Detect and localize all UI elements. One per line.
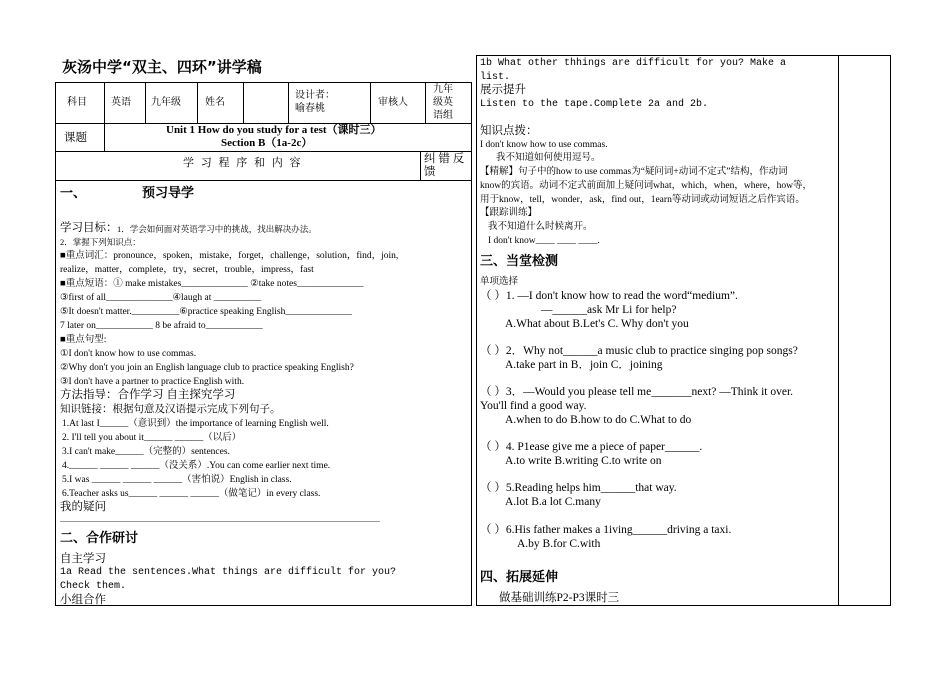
group-line-1: 九年 <box>433 84 453 95</box>
sentence-1: ①I don't know how to use commas. <box>60 349 197 359</box>
knowledge-label: 知识点拨： <box>480 125 538 137</box>
correction-header-2: 馈 <box>424 166 436 178</box>
group-work: 小组合作 <box>60 594 106 606</box>
section3-title: 三、当堂检测 <box>480 254 559 269</box>
vocab-line-2: realize，matter，complete，try，secret，trouble，impress，fast <box>60 265 314 275</box>
practice-english: I don't know____ ____ ____. <box>488 236 600 246</box>
practice-label: 【跟踪训练】 <box>480 208 538 218</box>
question-6: （ ）6.His father makes a 1iving______driving a taxi. <box>480 524 732 536</box>
section1-title: 预习导学 <box>142 186 195 201</box>
sentence-2: ②Why don't you join an English language club to practice speaking English? <box>60 363 354 373</box>
subject-label: 科目 <box>67 97 87 108</box>
phrase-line-3: ⑤It doesn't matter.__________⑥practice speaking English______________ <box>60 307 352 317</box>
exercise-4: 4.______ ______ ______（没关系）.You can come earlier next time. <box>62 461 331 471</box>
divider <box>60 521 380 522</box>
sentence-label: ■重点句型: <box>60 335 107 345</box>
section4-title: 四、拓展延伸 <box>480 570 559 585</box>
question-5-options: A.lot B.a lot C.many <box>505 496 601 508</box>
group-line-3: 语组 <box>433 110 453 121</box>
knowledge-english: I don't know how to use commas. <box>480 140 608 150</box>
method-guide: 方法指导：合作学习 自主探究学习 <box>60 389 236 401</box>
multiple-choice-label: 单项选择 <box>480 277 519 287</box>
homework: 做基础训练P2-P3课时三 <box>499 592 620 604</box>
question-4-options: A.to write B.writing C.to write on <box>505 455 662 467</box>
question-5: （ ）5.Reading helps him______that way. <box>480 482 677 494</box>
goal-label: 学习目标： <box>60 222 118 234</box>
phrase-line-2: ③first of all______________④laugh at __________ <box>60 293 262 303</box>
task-1b-line-2: list. <box>480 72 511 83</box>
task-1a-line-2: Check them. <box>60 581 127 592</box>
topic-label: 课题 <box>64 132 87 144</box>
goal-2: 2．掌握下列知识点： <box>60 237 141 247</box>
designer-name: 喻春桃 <box>295 103 325 114</box>
question-4: （ ）4. P1ease give me a piece of paper______. <box>480 441 703 453</box>
designer-label: 设计者： <box>295 90 335 101</box>
subject-value: 英语 <box>111 97 131 108</box>
my-doubt: 我的疑问 <box>60 501 106 513</box>
phrase-line-4: 7 later on____________ 8 be afraid to____________ <box>60 321 263 331</box>
exercise-3: 3.I can't make______（完整的）sentences. <box>62 447 230 457</box>
note-line-1: 【精解】句子中的how to use commas为“疑问词+动词不定式”结构，作动词 <box>480 167 788 177</box>
question-6-options: A.by B.for C.with <box>517 538 601 550</box>
correction-header-1: 纠 错 反 <box>424 153 465 165</box>
topic-line-2: Section B（1a-2c） <box>221 137 313 149</box>
section1-number: 一、 <box>60 186 87 201</box>
exercise-1: 1.At last I______（意识到）the importance of learning English well. <box>62 419 329 429</box>
question-1: （ ）1. —I don't know how to read the word“medium”. <box>480 290 738 302</box>
question-3-line-2: You'll find a good way. <box>480 400 587 412</box>
knowledge-link: 知识链接：根据句意及汉语提示完成下列句子。 <box>60 404 281 415</box>
sentence-3: ③I don't have a partner to practice English with. <box>60 377 245 387</box>
exercise-5: 5.I was ______ ______ ______（害怕说）English in class. <box>62 475 292 485</box>
note-line-3: 用于know，tell，wonder，ask，find out，1earn等动词或动词短语之后作宾语。 <box>480 195 805 205</box>
question-2: （ ）2．Why not______a music club to practice singing pop songs? <box>480 345 798 357</box>
reviewer-label: 审核人 <box>378 97 408 108</box>
grade-value: 九年级 <box>151 97 181 108</box>
question-2-options: A.take part in B．join C．joining <box>505 359 663 371</box>
vocab-line-1: ■重点词汇：pronounce，spoken，mistake，forget，challenge，solution，find，join, <box>60 251 399 261</box>
question-1-line-2: —______ask Mr Li for help? <box>541 304 677 316</box>
document-title: 灰汤中学“双主、四环”讲学稿 <box>62 58 262 76</box>
name-label: 姓名 <box>205 97 225 108</box>
exercise-6: 6.Teacher asks us______ ______ ______（做笔记）in every class. <box>62 489 321 499</box>
note-line-2: know的宾语。动词不定式前面加上疑问词what，which，when，where，how等， <box>480 181 812 191</box>
group-line-2: 级英 <box>433 97 453 108</box>
content-header: 学 习 程 序 和 内 容 <box>183 157 303 169</box>
section2-title: 二、合作研讨 <box>60 531 139 546</box>
phrase-line-1: ■重点短语：① make mistakes______________ ②take notes______________ <box>60 279 364 289</box>
question-3: （ ）3．—Would you please tell me_______next? —Think it over. <box>480 386 794 398</box>
question-1-options: A.What about B.Let's C. Why don't you <box>505 318 689 330</box>
show-improve: 展示提升 <box>480 84 526 96</box>
task-1b-line-1: 1b What other thhings are difficult for you? Make a <box>480 58 787 69</box>
task-2: Listen to the tape.Complete 2a and 2b. <box>480 99 709 110</box>
task-1a-line-1: 1a Read the sentences.What things are difficult for you? <box>60 567 397 578</box>
goal-1: 1．学会如何面对英语学习中的挑战，找出解决办法。 <box>117 224 317 234</box>
exercise-2: 2. I'll tell you about it______ ______（以后） <box>62 433 242 443</box>
topic-line-1: Unit 1 How do you study for a test（课时三） <box>166 124 382 136</box>
knowledge-chinese: 我不知道如何使用逗号。 <box>496 153 601 163</box>
self-study: 自主学习 <box>60 553 106 565</box>
practice-chinese: 我不知道什么时候离开。 <box>488 222 593 232</box>
question-3-options: A.when to do B.how to do C.What to do <box>505 414 692 426</box>
